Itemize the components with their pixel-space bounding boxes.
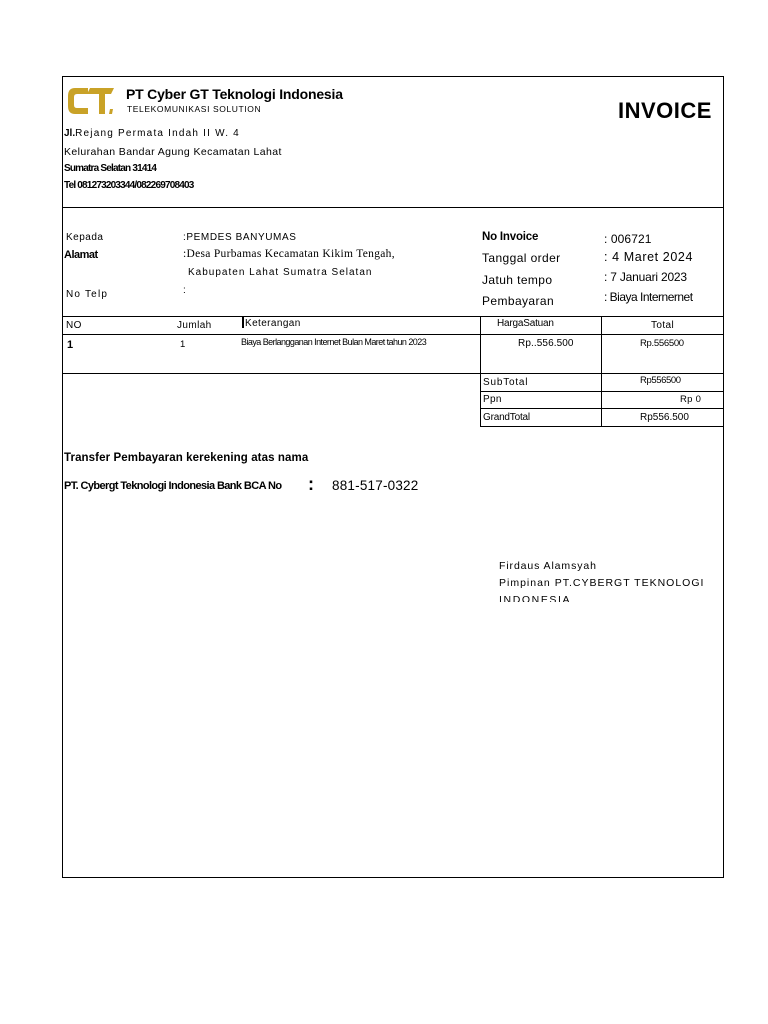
header-divider: [62, 207, 724, 208]
subtotal-value: Rp556500: [640, 375, 681, 386]
totals-col-divider: [601, 373, 602, 426]
signer-title-line1: Pimpinan PT.CYBERGT TEKNOLOGI: [499, 577, 705, 589]
grand-total-label: GrandTotal: [483, 412, 530, 423]
subtotal-label: SubTotal: [483, 377, 529, 388]
payment-value: : Biaya Internernet: [604, 290, 693, 304]
col-header-total: Total: [651, 320, 675, 331]
invoice-frame: [62, 76, 724, 878]
invoice-no-value: : 006721: [604, 232, 652, 246]
row-no: 1: [67, 339, 74, 351]
col-header-unit-price: HargaSatuan: [497, 318, 554, 329]
order-date-value: : 4 Maret 2024: [604, 250, 694, 264]
to-value: :PEMDES BANYUMAS: [183, 232, 297, 243]
table-header-border: [62, 334, 724, 335]
table-top-border: [62, 316, 724, 317]
to-label: Kepada: [66, 232, 104, 243]
col-header-qty: Jumlah: [177, 320, 212, 331]
account-colon: :: [308, 474, 314, 494]
address-value-line2: Kabupaten Lahat Sumatra Selatan: [188, 267, 373, 278]
signer-title-clip: [499, 593, 719, 602]
company-name: PT Cyber GT Teknologi Indonesia: [126, 86, 343, 102]
table-bottom-border: [62, 373, 724, 374]
address-label: Alamat: [64, 249, 98, 261]
order-date-label: Tanggal order: [482, 251, 561, 265]
due-date-value: : 7 Januari 2023: [604, 270, 687, 284]
signer-title-line2: INDONESIA: [499, 594, 572, 602]
address-value-line1: :Desa Purbamas Kecamatan Kikim Tengah,: [183, 248, 395, 260]
company-phone: Tel 081273203344/082269708403: [64, 180, 194, 191]
company-logo-icon: [66, 85, 116, 117]
invoice-no-label: No Invoice: [482, 231, 539, 243]
totals-divider: [480, 391, 724, 392]
row-description: Biaya Berlangganan Internet Bulan Maret tahun 2023: [241, 337, 427, 347]
row-qty: 1: [180, 339, 185, 350]
transfer-instruction: Transfer Pembayaran kerekening atas nama: [64, 452, 309, 464]
phone-label: No Telp: [66, 289, 109, 300]
grand-total-value: Rp556.500: [640, 412, 689, 423]
totals-bottom-border: [480, 426, 724, 427]
col-header-no: NO: [66, 320, 82, 331]
address-prefix: Jl.: [64, 128, 76, 139]
table-col-divider: [601, 316, 602, 373]
document-title: INVOICE: [618, 98, 712, 123]
ppn-value: Rp 0: [680, 394, 702, 405]
totals-divider: [480, 408, 724, 409]
totals-left-border: [480, 373, 481, 426]
table-col-marker: [242, 317, 244, 328]
table-col-divider: [480, 316, 481, 373]
company-address-line2: Kelurahan Bandar Agung Kecamatan Lahat: [64, 146, 282, 158]
payment-label: Pembayaran: [482, 294, 555, 308]
col-header-description: Keterangan: [245, 318, 301, 329]
company-address-line1: [64, 128, 240, 139]
company-address-line3: Sumatra Selatan 31414: [64, 163, 157, 174]
row-unit-price: Rp..556.500: [518, 338, 574, 349]
phone-value: :: [183, 285, 187, 296]
account-number: 881-517-0322: [332, 478, 419, 493]
signer-name: Firdaus Alamsyah: [499, 560, 597, 572]
address-street: Rejang Permata Indah II W. 4: [75, 128, 240, 139]
row-total: Rp.556500: [640, 338, 684, 349]
due-date-label: Jatuh tempo: [482, 273, 553, 287]
ppn-label: Ppn: [483, 394, 502, 405]
bank-line: PT. Cybergt Teknologi Indonesia Bank BCA No: [64, 480, 282, 492]
company-tagline: TELEKOMUNIKASI SOLUTION: [127, 104, 262, 114]
